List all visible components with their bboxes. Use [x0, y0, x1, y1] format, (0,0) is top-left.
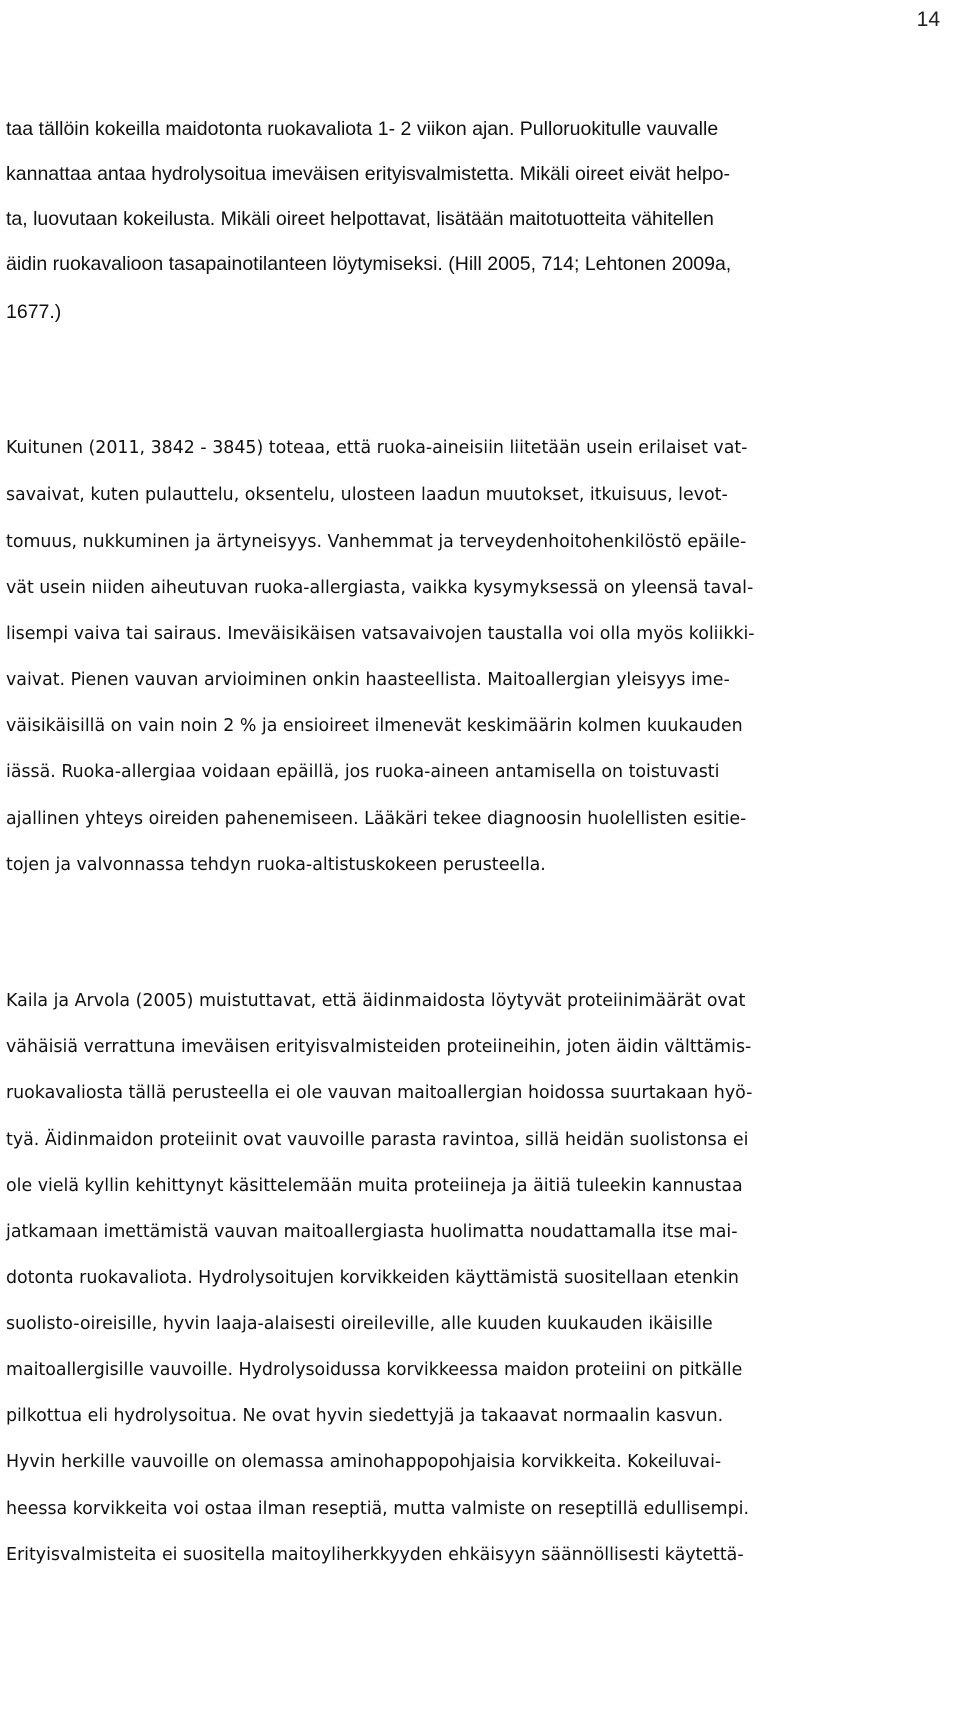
paragraph-line: ajallinen yhteys oireiden pahenemiseen. Lääkäri tekee diagnoosin huolellisten esitie- [6, 809, 747, 829]
paragraph-line: vät usein niiden aiheutuvan ruoka-allergiasta, vaikka kysymyksessä on yleensä taval- [6, 578, 754, 598]
paragraph-line: heessa korvikkeita voi ostaa ilman reseptiä, mutta valmiste on reseptillä edullisempi. [6, 1499, 749, 1519]
paragraph-line: vähäisiä verrattuna imeväisen erityisvalmisteiden proteiineihin, joten äidin välttämis- [6, 1037, 752, 1057]
paragraph-line: tojen ja valvonnassa tehdyn ruoka-altistuskokeen perusteella. [6, 855, 546, 875]
paragraph-line: savaivat, kuten pulauttelu, oksentelu, ulosteen laadun muutokset, itkuisuus, levot- [6, 485, 728, 505]
paragraph-line: väisikäisillä on vain noin 2 % ja ensioireet ilmenevät keskimäärin kolmen kuukauden [6, 716, 743, 736]
paragraph-line: dotonta ruokavaliota. Hydrolysoitujen korvikkeiden käyttämistä suositellaan etenkin [6, 1268, 739, 1288]
paragraph-line: maitoallergisille vauvoille. Hydrolysoidussa korvikkeessa maidon proteiini on pitkälle [6, 1360, 743, 1380]
paragraph-line: tyä. Äidinmaidon proteiinit ovat vauvoille parasta ravintoa, sillä heidän suolistonsa ei [6, 1130, 749, 1150]
paragraph-line: kannattaa antaa hydrolysoitua imeväisen erityisvalmistetta. Mikäli oireet eivät helpo- [6, 163, 731, 185]
paragraph-line: taa tällöin kokeilla maidotonta ruokavaliota 1- 2 viikon ajan. Pulloruokitulle vauvalle [6, 118, 719, 140]
paragraph-line: suolisto-oireisille, hyvin laaja-alaisesti oireileville, alle kuuden kuukauden ikäisille [6, 1314, 713, 1334]
paragraph-line: ta, luovutaan kokeilusta. Mikäli oireet helpottavat, lisätään maitotuotteita vähitellen [6, 208, 714, 230]
paragraph-line: äidin ruokavalioon tasapainotilanteen löytymiseksi. (Hill 2005, 714; Lehtonen 2009a, [6, 253, 732, 275]
paragraph-line: 1677.) [6, 301, 62, 323]
paragraph-line: Kaila ja Arvola (2005) muistuttavat, että äidinmaidosta löytyvät proteiinimäärät ovat [6, 991, 746, 1011]
paragraph-line: iässä. Ruoka-allergiaa voidaan epäillä, jos ruoka-aineen antamisella on toistuvasti [6, 762, 720, 782]
paragraph-line: ole vielä kyllin kehittynyt käsittelemään muita proteiineja ja äitiä tuleekin kannustaa [6, 1176, 743, 1196]
paragraph-line: pilkottua eli hydrolysoitua. Ne ovat hyvin siedettyjä ja takaavat normaalin kasvun. [6, 1406, 724, 1426]
paragraph-line: Hyvin herkille vauvoille on olemassa aminohappopohjaisia korvikkeita. Kokeiluvai- [6, 1452, 722, 1472]
paragraph-line: Erityisvalmisteita ei suositella maitoyliherkkyyden ehkäisyyn säännöllisesti käytettä- [6, 1545, 744, 1565]
paragraph-line: jatkamaan imettämistä vauvan maitoallergiasta huolimatta noudattamalla itse mai- [6, 1222, 738, 1242]
page-number: 14 [916, 8, 940, 31]
paragraph-line: lisempi vaiva tai sairaus. Imeväisikäisen vatsavaivojen taustalla voi olla myös koliikki- [6, 624, 755, 644]
paragraph-line: Kuitunen (2011, 3842 - 3845) toteaa, että ruoka-aineisiin liitetään usein erilaiset vat- [6, 438, 748, 458]
paragraph-line: ruokavaliosta tällä perusteella ei ole vauvan maitoallergian hoidossa suurtakaan hyö- [6, 1083, 753, 1103]
paragraph-line: tomuus, nukkuminen ja ärtyneisyys. Vanhemmat ja terveydenhoitohenkilöstö epäile- [6, 532, 747, 552]
paragraph-line: vaivat. Pienen vauvan arvioiminen onkin haasteellista. Maitoallergian yleisyys ime- [6, 670, 730, 690]
